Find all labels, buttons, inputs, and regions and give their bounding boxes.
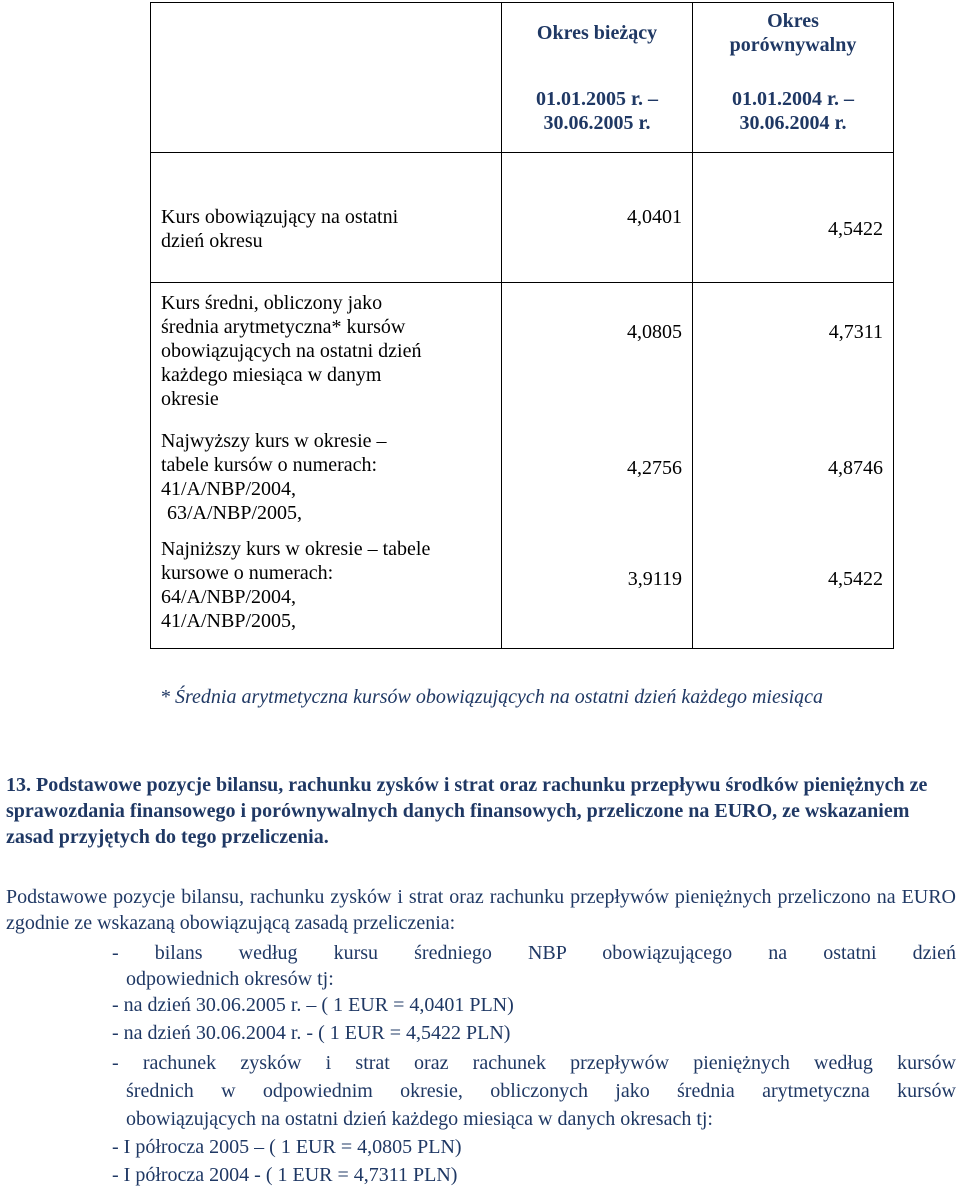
row-label-line: Kurs obowiązujący na ostatni (161, 206, 399, 228)
row-label-line: obowiązujących na ostatni dzień (161, 340, 422, 362)
current-period-date-end: 30.06.2005 r. (543, 112, 651, 134)
current-period-date-start: 01.01.2005 r. – (535, 88, 659, 110)
header-empty-cell (151, 3, 502, 153)
table-row (151, 429, 894, 537)
comparable-period-date-end: 30.06.2004 r. (739, 112, 847, 134)
table-row (151, 283, 894, 429)
row-label (151, 283, 502, 429)
table-header-row (151, 3, 894, 153)
row-label-line: Kurs średni, obliczony jako (161, 292, 383, 314)
header-comparable-period (693, 3, 894, 153)
row-comparable-value (693, 153, 894, 283)
half-year-2005-line: - I półrocza 2005 – ( 1 EUR = 4,0805 PLN) (112, 1136, 462, 1158)
row-comparable-value (693, 283, 894, 429)
section-heading: 13. Podstawowe pozycje bilansu, rachunku zysków i strat oraz rachunku przepływu środków pieniężnych ze sprawozdania finansowego i porównywalnych danych finansowych, przeliczone na EURO, ze wskazaniem zasad przyjętych do tego przeliczenia. (6, 774, 928, 848)
current-value: 3,9119 (627, 567, 682, 590)
table-row (151, 153, 894, 283)
rachunek-rule-continuation-1: średnich w odpowiednim okresie, obliczonych jako średnia arytmetyczna kursów (126, 1080, 956, 1102)
row-label-line: dzień okresu (161, 230, 263, 252)
row-label-line: kursowe o numerach: (161, 561, 334, 584)
current-value: 4,0805 (627, 321, 682, 343)
row-current-value (502, 153, 693, 283)
table-footnote: * Średnia arytmetyczna kursów obowiązujących na ostatni dzień każdego miesiąca (160, 686, 824, 708)
rachunek-rule: - rachunek zysków i strat oraz rachunek przepływów pieniężnych według kursów (112, 1052, 956, 1074)
row-label-line: 41/A/NBP/2004, (161, 477, 297, 500)
row-label-line: każdego miesiąca w danym (161, 364, 382, 386)
row-label-line: okresie (161, 388, 219, 410)
current-value: 4,2756 (627, 456, 682, 479)
row-comparable-value (693, 429, 894, 537)
half-year-2004-line: - I półrocza 2004 - ( 1 EUR = 4,7311 PLN) (112, 1164, 458, 1186)
rate-2005-line: - na dzień 30.06.2005 r. – ( 1 EUR = 4,0401 PLN) (112, 994, 514, 1016)
bilans-rule: - bilans według kursu średniego NBP obowiązującego na ostatni dzień (112, 942, 956, 964)
row-comparable-value (693, 537, 894, 649)
row-label-line: Najniższy kurs w okresie – tabele (161, 537, 431, 560)
comparable-value: 4,5422 (828, 567, 883, 590)
row-label (151, 153, 502, 283)
row-label-line: 41/A/NBP/2005, (161, 609, 297, 632)
comparable-period-title-1: Okres (767, 10, 819, 32)
comparable-period-title-2: porównywalny (729, 34, 857, 56)
rachunek-rule-continuation-2: obowiązujących na ostatni dzień każdego miesiąca w danych okresach tj: (126, 1108, 713, 1130)
row-label (151, 537, 502, 649)
comparable-value: 4,8746 (828, 456, 883, 479)
row-label-line: 64/A/NBP/2004, (161, 585, 297, 608)
header-current-period (502, 3, 693, 153)
current-period-title: Okres bieżący (536, 22, 658, 44)
comparable-value: 4,5422 (828, 218, 883, 240)
row-label (151, 429, 502, 537)
comparable-value: 4,7311 (828, 321, 883, 343)
row-current-value (502, 537, 693, 649)
row-label-line: 63/A/NBP/2005, (167, 501, 303, 524)
row-label-line: Najwyższy kurs w okresie – (161, 429, 387, 452)
row-label-line: średnia arytmetyczna* kursów (161, 316, 406, 338)
exchange-rate-table (150, 2, 894, 649)
row-current-value (502, 429, 693, 537)
row-label-line: tabele kursów o numerach: (161, 453, 378, 476)
comparable-period-date-start: 01.01.2004 r. – (731, 88, 855, 110)
rate-2004-line: - na dzień 30.06.2004 r. - ( 1 EUR = 4,5422 PLN) (112, 1022, 511, 1044)
bilans-rule-continuation: odpowiednich okresów tj: (126, 968, 334, 990)
current-value: 4,0401 (627, 206, 682, 228)
row-current-value (502, 283, 693, 429)
table-row (151, 537, 894, 649)
intro-paragraph: Podstawowe pozycje bilansu, rachunku zysków i strat oraz rachunku przepływów pieniężnych przeliczono na EURO zgodnie ze wskazaną obowiązującą zasadą przeliczenia: (6, 886, 956, 934)
